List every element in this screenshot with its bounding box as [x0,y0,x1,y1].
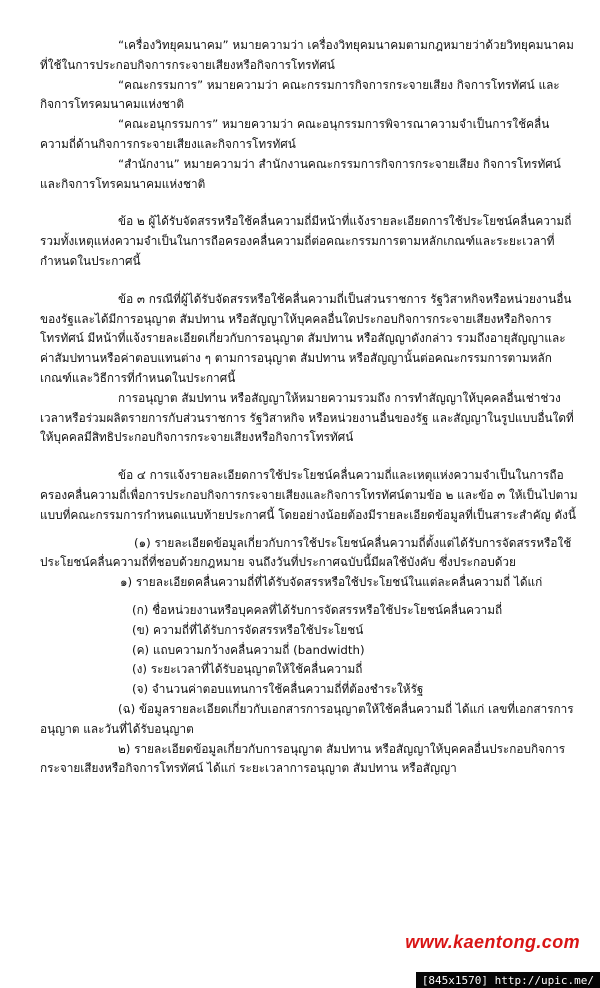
detail-item-ngo: (ง) ระยะเวลาที่ได้รับอนุญาตให้ใช้คลื่นความถี่ [132,662,363,677]
clause-3: ข้อ ๓ กรณีที่ผู้ได้รับจัดสรรหรือใช้คลื่นความถี่เป็นส่วนราชการ รัฐวิสาหกิจหรือหน่วยงานอื่นของรัฐและได้มีการอนุญาต สัมปทาน หรือสัญญาให้บุคคลอื่นใดประกอบกิจการกระจายเสียงหรือกิจการโทรทัศน์ มีหน้าที่แจ้งรายละเอียดเกี่ยวกับการอนุญาต สัมปทาน หรือสัญญาดังกล่าว รวมถึงอายุสัญญาและค่าสัมปทานหรือค่าตอบแทนต่าง ๆ ตามการอนุญาต สัมปทาน หรือสัญญานั้นต่อคณะกรรมการตามหลักเกณฑ์และวิธีการที่กำหนดในประกาศนี้ [40,291,572,385]
definition-committee: “คณะกรรมการ” หมายความว่า คณะกรรมการกิจการกระจายเสียง กิจการโทรทัศน์ และกิจการโทรคมนาคมแห่งชาติ [40,77,560,112]
clause-4-item-1: (๑) รายละเอียดข้อมูลเกี่ยวกับการใช้ประโยชน์คลื่นความถี่ตั้งแต่ได้รับการจัดสรรหรือใช้ประโยชน์คลื่นความถี่ที่ชอบด้วยกฎหมาย จนถึงวันที่ประกาศฉบับนี้มีผลใช้บังคับ ซึ่งประกอบด้วย [40,535,572,570]
document-body [40,36,578,779]
image-size-footer: [845x1570] http://upic.me/ [416,972,600,988]
detail-item-ka: (ก) ชื่อหน่วยงานหรือบุคคลที่ได้รับการจัดสรรหรือใช้ประโยชน์คลื่นความถี่ [132,602,503,617]
paragraph-spacer [40,194,578,212]
paragraph-spacer [40,526,578,534]
clause-4-subitem-1: ๑) รายละเอียดคลื่นความถี่ที่ได้รับจัดสรรหรือใช้ประโยชน์ในแต่ละคลื่นความถี่ ได้แก่ [120,575,543,590]
detail-item-kha: (ข) ความถี่ที่ได้รับการจัดสรรหรือใช้ประโยชน์ [132,622,364,637]
definition-radio-device: “เครื่องวิทยุคมนาคม” หมายความว่า เครื่องวิทยุคมนาคมตามกฎหมายว่าด้วยวิทยุคมนาคม ที่ใช้ในการประกอบกิจการกระจายเสียงหรือกิจการโทรทัศน์ [40,38,574,72]
detail-item-cho: (จ) จำนวนค่าตอบแทนการใช้คลื่นความถี่ที่ต้องชำระให้รัฐ [132,682,424,697]
detail-item-kho: (ค) แถบความกว้างคลื่นความถี่ (bandwidth) [132,642,365,657]
paragraph-spacer [40,272,578,290]
clause-4-subitem-2: ๒) รายละเอียดข้อมูลเกี่ยวกับการอนุญาต สัมปทาน หรือสัญญาให้บุคคลอื่นประกอบกิจการกระจายเสียงหรือกิจการโทรทัศน์ ได้แก่ ระยะเวลาการอนุญาต สัมปทาน หรือสัญญา [40,741,566,776]
clause-2: ข้อ ๒ ผู้ได้รับจัดสรรหรือใช้คลื่นความถี่มีหน้าที่แจ้งรายละเอียดการใช้ประโยชน์คลื่นความถี่ รวมทั้งเหตุแห่งความจำเป็นในการถือครองคลื่นความถี่ต่อคณะกรรมการตามหลักเกณฑ์และระยะเวลาที่กำหนดในประกาศนี้ [40,214,572,268]
detail-item-chho: (ฉ) ข้อมูลรายละเอียดเกี่ยวกับเอกสารการอนุญาตให้ใช้คลื่นความถี่ ได้แก่ เลขที่เอกสารการอนุญาต และวันที่ได้รับอนุญาต [40,701,574,736]
clause-3-definition: การอนุญาต สัมปทาน หรือสัญญาให้หมายความรวมถึง การทำสัญญาให้บุคคลอื่นเช่าช่วงเวลาหรือร่วมผลิตรายการกับส่วนราชการ รัฐวิสาหกิจ หรือหน่วยงานอื่นของรัฐ และสัญญาในรูปแบบอื่นใดที่ให้บุคคลมีสิทธิประกอบกิจการกระจายเสียงหรือกิจการโทรทัศน์ [40,390,574,445]
clause-4: ข้อ ๔ การแจ้งรายละเอียดการใช้ประโยชน์คลื่นความถี่และเหตุแห่งความจำเป็นในการถือครองคลื่นความถี่เพื่อการประกอบกิจการกระจายเสียงและกิจการโทรทัศน์ตามข้อ ๒ และข้อ ๓ ให้เป็นไปตามแบบที่คณะกรรมการกำหนดแนบท้ายประกาศนี้ โดยอย่างน้อยต้องมีรายละเอียดข้อมูลที่เป็นสาระสำคัญ ดังนี้ [40,468,578,522]
definition-office: “สำนักงาน” หมายความว่า สำนักงานคณะกรรมการกิจการกระจายเสียง กิจการโทรทัศน์ และกิจการโทรคมนาคมแห่งชาติ [40,156,561,191]
definition-subcommittee: “คณะอนุกรรมการ” หมายความว่า คณะอนุกรรมการพิจารณาความจำเป็นการใช้คลื่นความถี่ด้านกิจการกระจายเสียงและกิจการโทรทัศน์ [40,117,550,151]
paragraph-spacer [40,593,578,601]
website-watermark: www.kaentong.com [405,932,580,952]
paragraph-spacer [40,448,578,466]
